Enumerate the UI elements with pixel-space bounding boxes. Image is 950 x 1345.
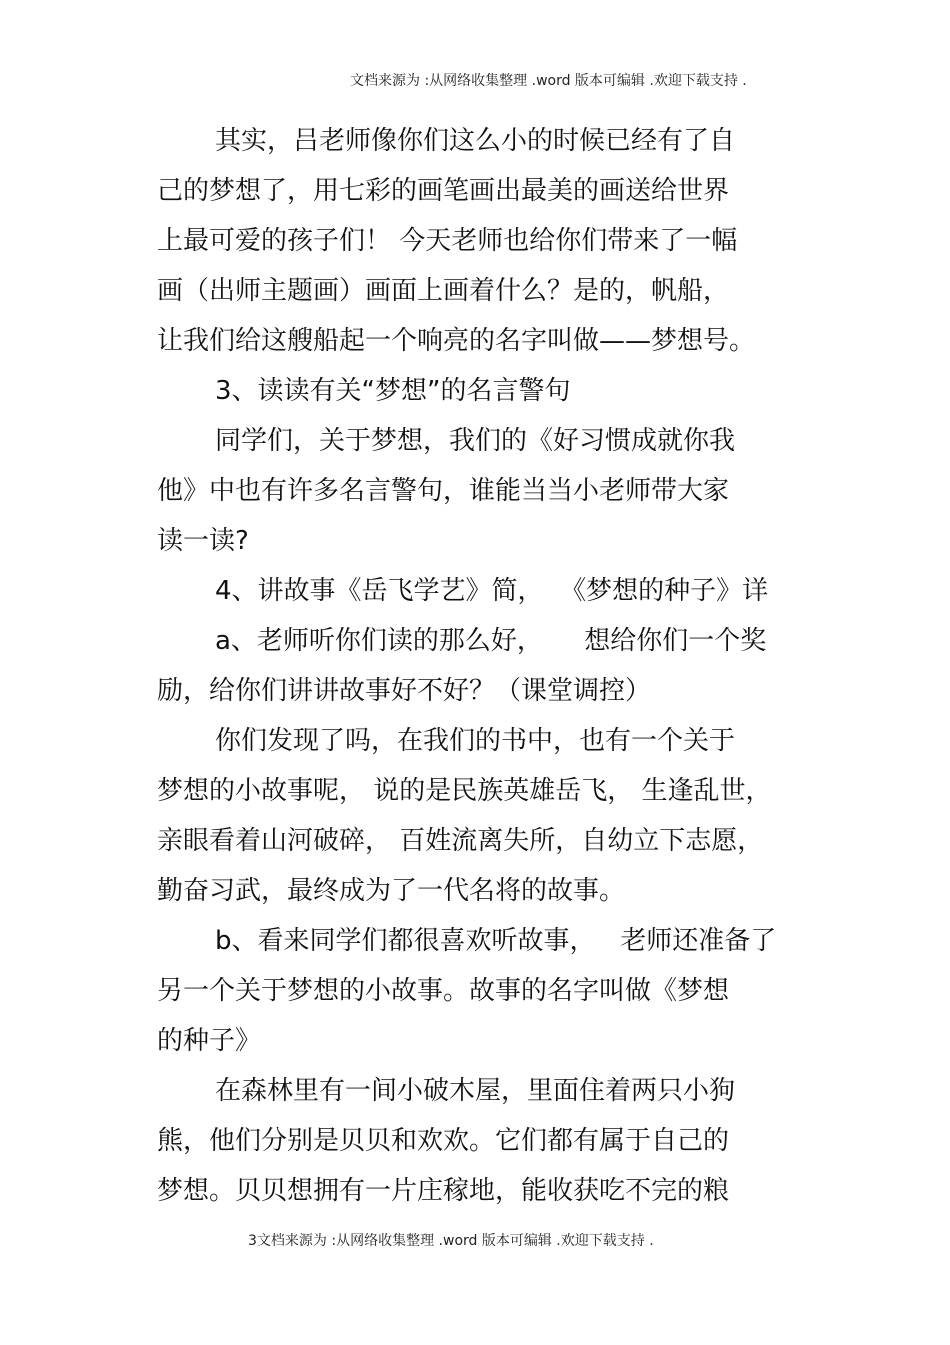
page-footer: [248, 1230, 654, 1250]
body-line: 励，给你们讲讲故事好不好？（课堂调控）: [157, 676, 652, 706]
footer-source-note: 文档来源为 :从网络收集整理 .word 版本可编辑 .欢迎下载支持 .: [256, 1233, 654, 1249]
body-line: 另一个关于梦想的小故事。故事的名字叫做《梦想: [157, 976, 730, 1006]
body-line: 亲眼看着山河破碎， 百姓流离失所，自幼立下志愿，: [157, 826, 764, 856]
section-heading: 3、读读有关“梦想”的名言警句: [215, 376, 571, 406]
body-line: 熊，他们分别是贝贝和欢欢。它们都有属于自己的: [157, 1126, 730, 1156]
body-line: 梦想。贝贝想拥有一片庄稼地，能收获吃不完的粮: [157, 1176, 730, 1206]
body-line: 在森林里有一间小破木屋，里面住着两只小狗: [215, 1076, 736, 1106]
body-line: 其实，吕老师像你们这么小的时候已经有了自: [215, 126, 736, 156]
body-line: 上最可爱的孩子们！ 今天老师也给你们带来了一幅: [157, 226, 738, 256]
body-line: 你们发现了吗，在我们的书中，也有一个关于: [215, 726, 736, 756]
body-line: a、老师听你们读的那么好， 想给你们一个奖: [215, 626, 767, 656]
body-line: 他》中也有许多名言警句，谁能当当小老师带大家: [157, 476, 730, 506]
body-line: 的种子》: [157, 1026, 262, 1056]
page-header: [350, 70, 747, 90]
body-line: 让我们给这艘船起一个响亮的名字叫做——梦想号。: [157, 326, 756, 356]
body-line: 己的梦想了，用七彩的画笔画出最美的画送给世界: [157, 176, 730, 206]
body-line: b、看来同学们都很喜欢听故事， 老师还准备了: [215, 926, 777, 956]
body-line: 读一读?: [157, 526, 249, 556]
body-line: 勤奋习武，最终成为了一代名将的故事。: [157, 876, 626, 906]
header-source-note: 文档来源为 :从网络收集整理 .word 版本可编辑 .欢迎下载支持 .: [350, 73, 747, 89]
section-heading: 4、讲故事《岳飞学艺》简， 《梦想的种子》详: [215, 576, 769, 606]
body-line: 画（出师主题画）画面上画着什么？是的，帆船，: [157, 276, 730, 306]
body-line: 同学们，关于梦想，我们的《好习惯成就你我: [215, 426, 736, 456]
body-line: 梦想的小故事呢， 说的是民族英雄岳飞， 生逢乱世，: [157, 776, 772, 806]
page-number: 3: [248, 1233, 257, 1249]
